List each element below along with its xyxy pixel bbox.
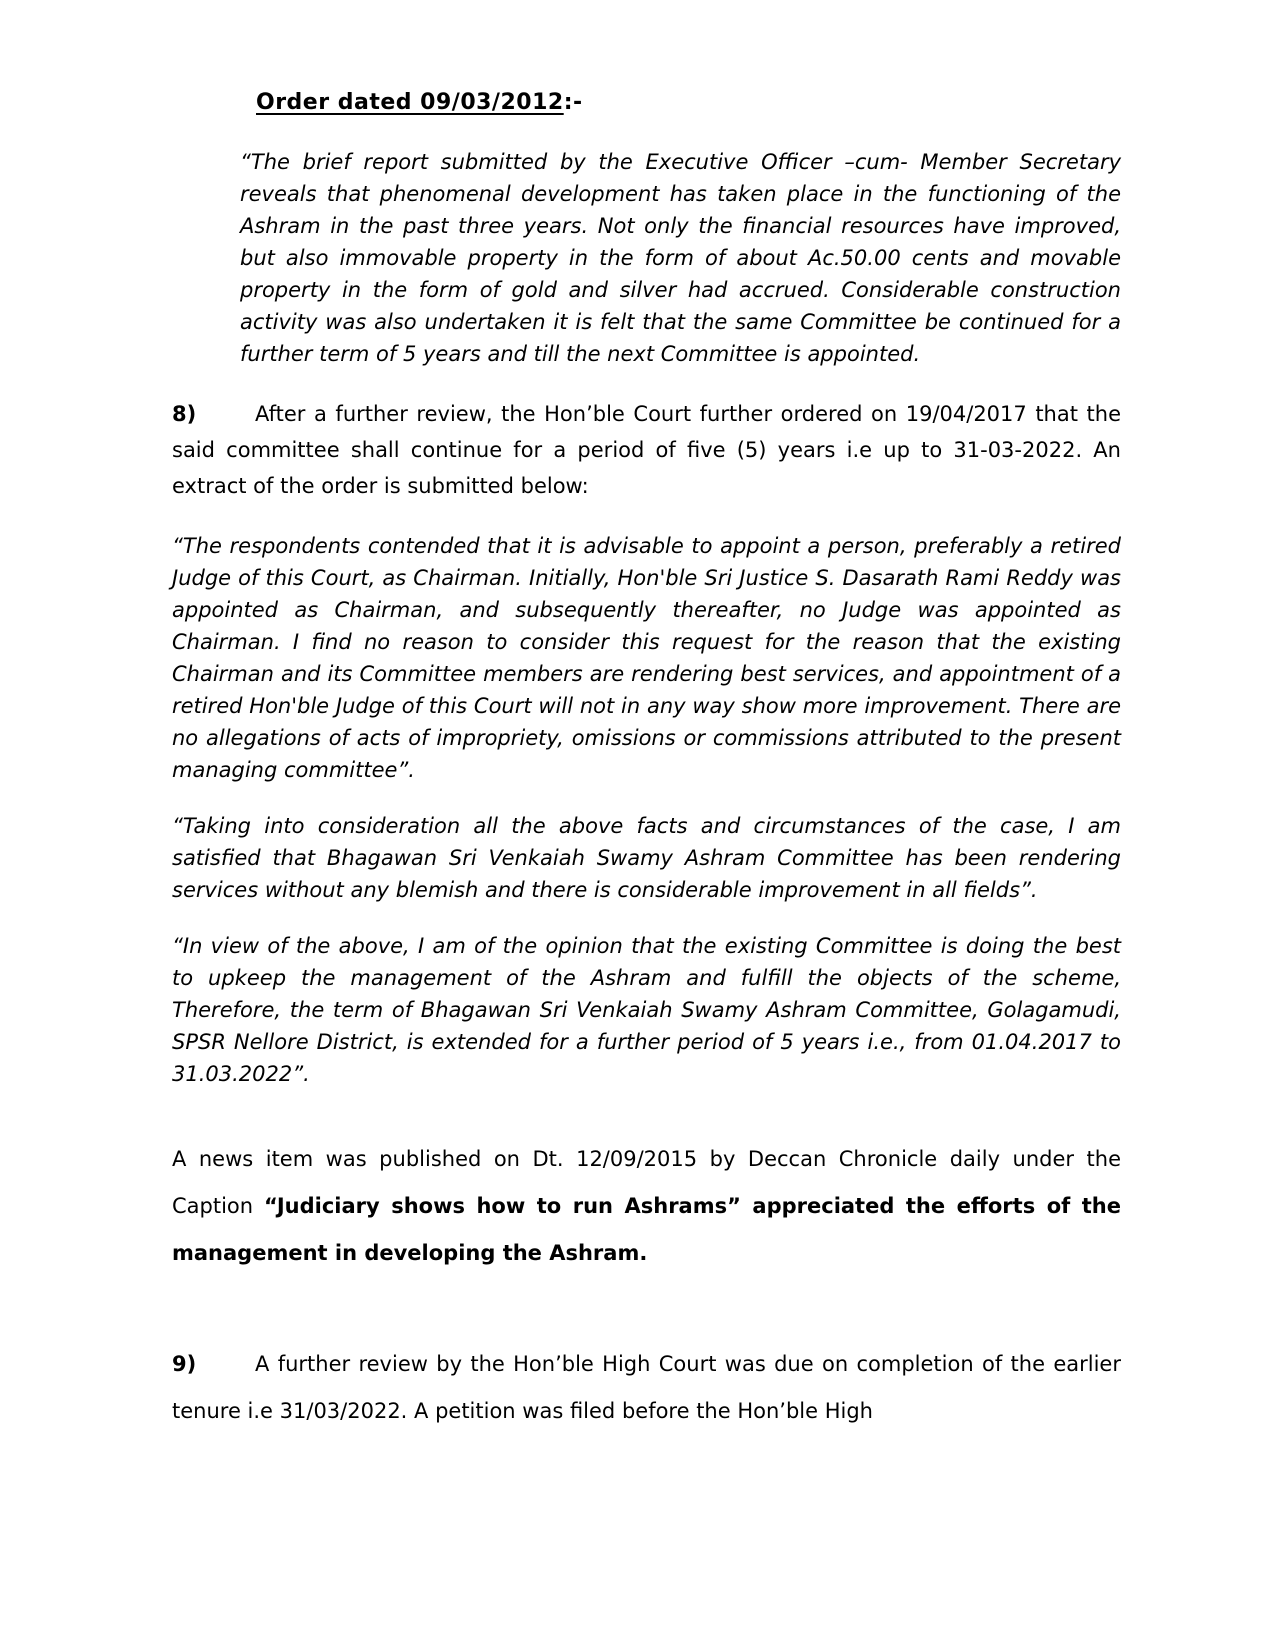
quote-order-2012: “The brief report submitted by the Executive Officer –cum- Member Secretary reveals that phenomenal development has taken place in the functioning of the Ashram in the past three years. Not only the financial resources have improved, but also immovable property in the form of about Ac.50.00 cents and movable property in the form of gold and silver had accrued. Considerable construction activity was also undertaken it is felt that the same Committee be continued for a further term of 5 years and till the next Committee is appointed. [240, 150, 1121, 366]
news-item-normal-text: A news item was published on Dt. 12/09/2015 by Deccan Chronicle daily under the Caption [172, 1147, 1121, 1218]
paragraph-8-number: 8) [172, 402, 197, 426]
order-heading-suffix: :- [563, 90, 583, 115]
order-heading-underlined-text: Order dated 09/03/2012 [256, 90, 564, 115]
paragraph-9-text: A further review by the Hon’ble High Court was due on completion of the earlier tenure i.e 31/03/2022. A petition was filed before the Hon’ble High [172, 1352, 1121, 1423]
order-heading [256, 88, 1121, 118]
quote-respondents-contended: “The respondents contended that it is advisable to appoint a person, preferably a retired Judge of this Court, as Chairman. Initially, Hon'ble Sri Justice S. Dasarath Rami Reddy was appointed as Chairman, and subsequently thereafter, no Judge was appointed as Chairman. I find no reason to consider this request for the reason that the existing Chairman and its Committee members are rendering best services, and appointment of a retired Hon'ble Judge of this Court will not in any way show more improvement. There are no allegations of acts of impropriety, omissions or commissions attributed to the present managing committee”. [172, 534, 1121, 782]
news-item-paragraph [172, 1136, 1121, 1277]
news-item-bold-caption: “Judiciary shows how to run Ashrams” appreciated the efforts of the management in developing the Ashram. [172, 1194, 1121, 1265]
paragraph-9 [172, 1341, 1121, 1435]
quote-in-view-of-the-above: “In view of the above, I am of the opinion that the existing Committee is doing the best to upkeep the management of the Ashram and fulfill the objects of the scheme, Therefore, the term of Bhagawan Sri Venkaiah Swamy Ashram Committee, Golagamudi, SPSR Nellore District, is extended for a further period of 5 years i.e., from 01.04.2017 to 31.03.2022”. [172, 934, 1121, 1086]
paragraph-9-number: 9) [172, 1352, 197, 1376]
paragraph-8-text: After a further review, the Hon’ble Court further ordered on 19/04/2017 that the said committee shall continue for a period of five (5) years i.e up to 31-03-2022. An extract of the order is submitted below: [172, 402, 1121, 498]
quote-taking-into-consideration: “Taking into consideration all the above facts and circumstances of the case, I am satisfied that Bhagawan Sri Venkaiah Swamy Ashram Committee has been rendering services without any blemish and there is considerable improvement in all fields”. [172, 814, 1121, 902]
paragraph-8 [172, 396, 1121, 504]
